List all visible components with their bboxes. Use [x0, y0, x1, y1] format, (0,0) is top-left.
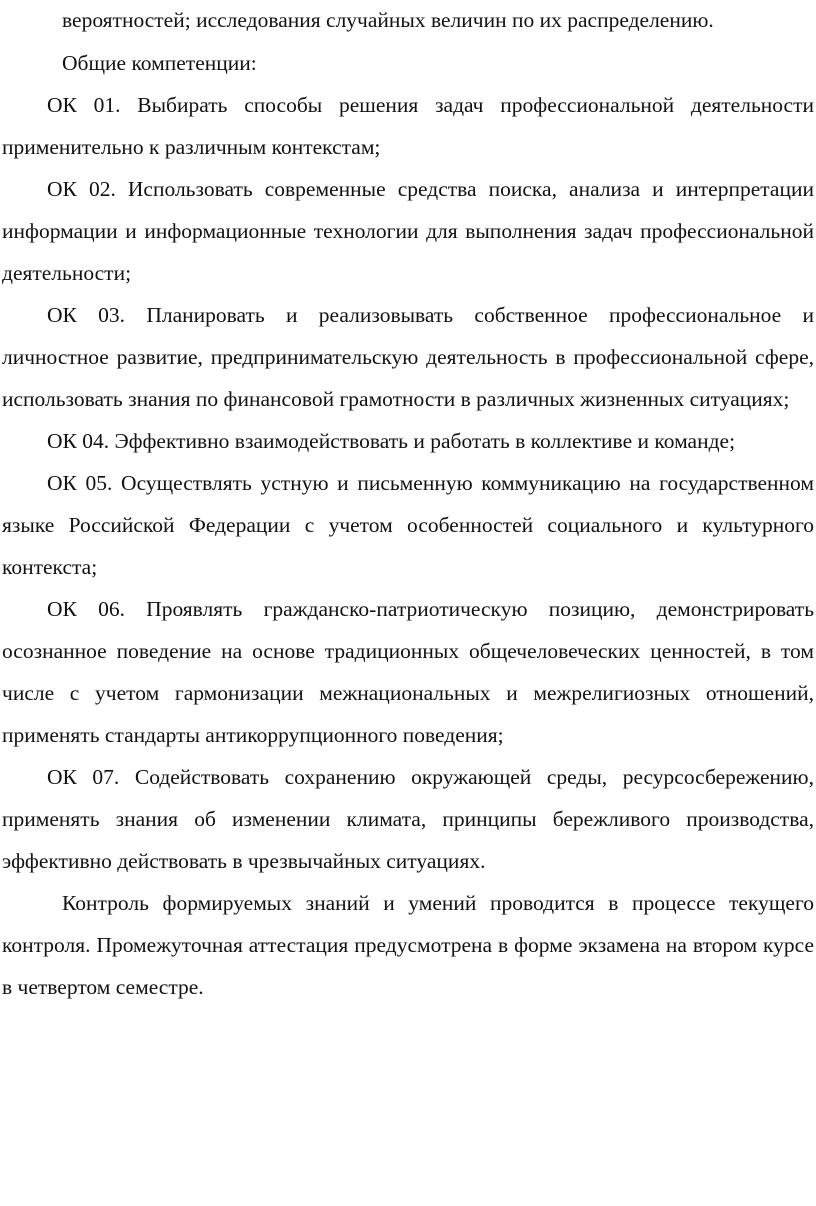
competencies-heading: Общие компетенции:: [62, 51, 257, 75]
closing-paragraph: Контроль формируемых знаний и умений проводится в процессе текущего контроля. Промежуточная аттестация предусмотрена в форме экзамена на втором курсе в четвертом семестре.: [2, 891, 814, 999]
competency-ok-02: ОК 02. Использовать современные средства поиска, анализа и интерпретации информации и информационные технологии для выполнения задач профессиональной деятельности;: [2, 177, 814, 285]
competency-ok-06: ОК 06. Проявлять гражданско-патриотическую позицию, демонстрировать осознанное поведение на основе традиционных общечеловеческих ценностей, в том числе с учетом гармонизации межнациональных и межрелигиозных отношений, применять стандарты антикоррупционного поведения;: [2, 597, 814, 747]
competency-ok-04: ОК 04. Эффективно взаимодействовать и работать в коллективе и команде;: [47, 429, 736, 453]
competency-ok-01: ОК 01. Выбирать способы решения задач профессиональной деятельности применительно к различным контекстам;: [2, 93, 814, 159]
competency-ok-03: ОК 03. Планировать и реализовывать собственное профессиональное и личностное развитие, предпринимательскую деятельность в профессиональной сфере, использовать знания по финансовой грамотности в различных жизненных ситуациях;: [2, 303, 814, 411]
competency-ok-05: ОК 05. Осуществлять устную и письменную коммуникацию на государственном языке Российской Федерации с учетом особенностей социального и культурного контекста;: [2, 471, 814, 579]
intro-line: вероятностей; исследования случайных величин по их распределению.: [62, 8, 714, 32]
competency-ok-07: ОК 07. Содействовать сохранению окружающей среды, ресурсосбережению, применять знания об изменении климата, принципы бережливого производства, эффективно действовать в чрезвычайных ситуациях.: [2, 765, 814, 873]
